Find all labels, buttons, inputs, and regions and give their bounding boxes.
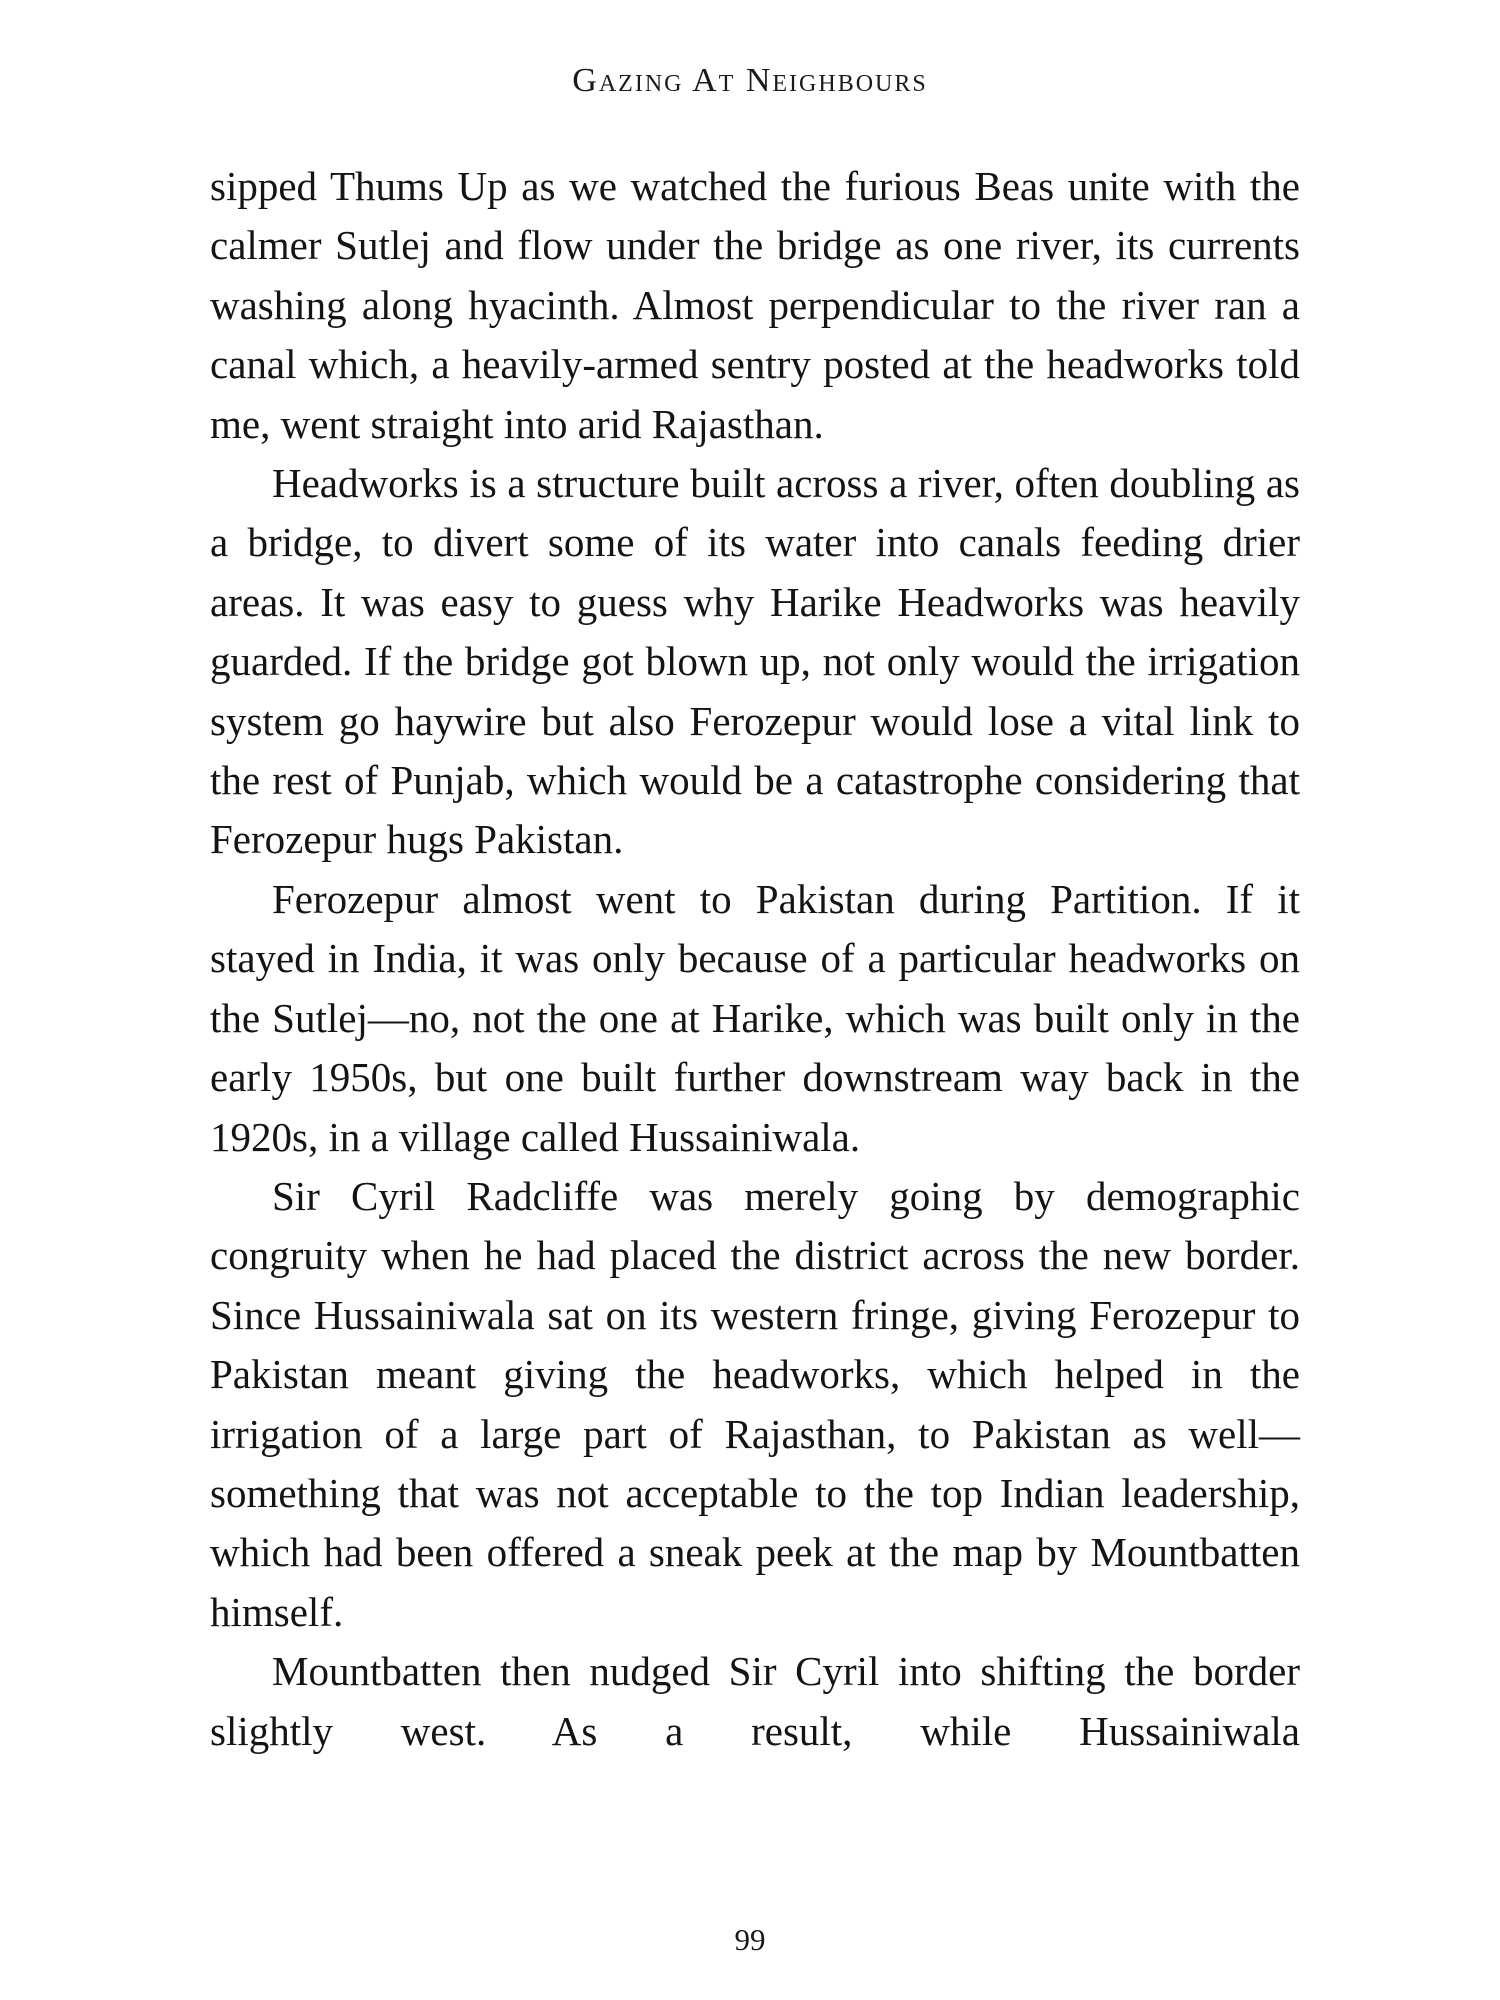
body-text — [210, 157, 1300, 1761]
paragraph-radcliffe: Sir Cyril Radcliffe was merely going by demographic congruity when he had placed the district across the new border. Since Hussainiwala sat on its western fringe, giving Ferozepur to Pakistan meant giving the headworks, which helped in the irrigation of a large part of Rajasthan, to Pakistan as well—something that was not acceptable to the top Indian leadership, which had been offered a sneak peek at the map by Mountbatten himself. — [210, 1172, 1300, 1635]
running-head: Gazing At Neighbours — [572, 62, 928, 99]
paragraph-continued: sipped Thums Up as we watched the furious Beas unite with the calmer Sutlej and flow under the bridge as one river, its currents washing along hyacinth. Almost perpendicular to the river ran a canal which, a heavily-armed sentry posted at the headworks told me, went straight into arid Rajasthan. — [210, 163, 1300, 447]
paragraph-headworks: Headworks is a structure built across a river, often doubling as a bridge, to divert some of its water into canals feeding drier areas. It was easy to guess why Harike Headworks was heavily guarded. If the bridge got blown up, not only would the irrigation system go haywire but also Ferozepur would lose a vital link to the rest of Punjab, which would be a catastrophe considering that Ferozepur hugs Pakistan. — [210, 460, 1300, 863]
paragraph-mountbatten: Mountbatten then nudged Sir Cyril into shifting the border slightly west. As a result, while Hussainiwala — [210, 1648, 1300, 1754]
page-number: 99 — [734, 1922, 766, 1957]
paragraph-ferozepur: Ferozepur almost went to Pakistan during Partition. If it stayed in India, it was only because of a particular headworks on the Sutlej—no, not the one at Harike, which was built only in the early 1950s, but one built further downstream way back in the 1920s, in a village called Hussainiwala. — [210, 875, 1300, 1160]
